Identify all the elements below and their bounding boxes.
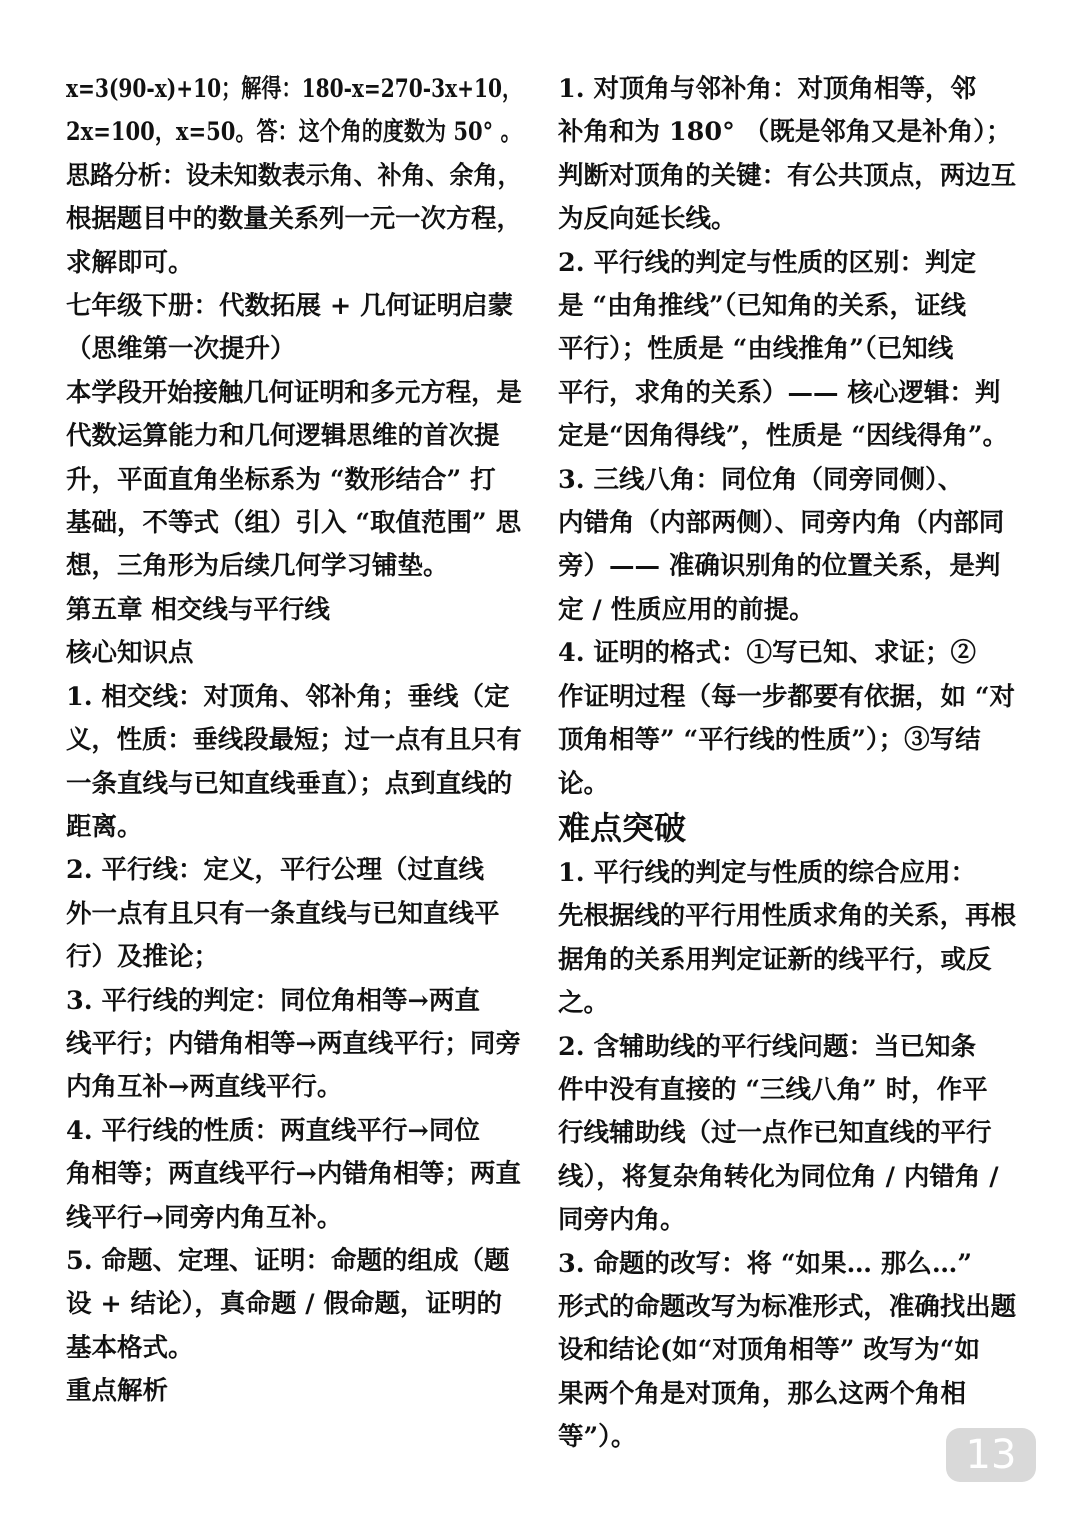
text-line: 思路分析：设未知数表示角、补角、余角， — [66, 160, 522, 191]
text-line: 旁）—— 准确识别角的位置关系，是判 — [558, 551, 1001, 582]
text-line: 作证明过程（每一步都要有依据，如 “对 — [558, 681, 1016, 712]
text-line: 基本格式。 — [66, 1332, 194, 1363]
text-line: 2. 含辅助线的平行线问题：当已知条 — [558, 1031, 976, 1062]
text-line: 基础，不等式（组）引入 “取值范围” 思 — [66, 508, 522, 539]
text-line: 设 + 结论），真命题 / 假命题，证明的 — [66, 1289, 502, 1320]
text-line: 外一点有且只有一条直线与已知直线平 — [66, 898, 500, 929]
text-line: 定 / 性质应用的前提。 — [558, 594, 815, 625]
text-line: 角相等；两直线平行→内错角相等；两直 — [66, 1159, 521, 1190]
text-line: 同旁内角。 — [558, 1205, 686, 1236]
text-line: 之。 — [558, 988, 610, 1019]
right-column-top — [558, 68, 1016, 806]
text-line: 内错角（内部两侧）、同旁内角（内部同 — [558, 508, 1005, 539]
text-line: 代数运算能力和几何逻辑思维的首次提 — [66, 421, 500, 452]
text-line: 义，性质：垂线段最短；过一点有且只有 — [66, 725, 522, 756]
text-line: 顶角相等” “平行线的性质”）；③写结 — [558, 725, 981, 756]
text-line: 根据题目中的数量关系列一元一次方程， — [66, 204, 522, 235]
text-line: 线平行→同旁内角互补。 — [66, 1202, 343, 1233]
text-line: 先根据线的平行用性质求角的关系，再根 — [558, 901, 1017, 932]
text-line: 论。 — [558, 768, 610, 799]
text-line: 设和结论(如“对顶角相等” 改写为“如 — [558, 1335, 980, 1366]
section-heading-difficulties: 难点突破 — [558, 809, 687, 847]
text-line: 升，平面直角坐标系为 “数形结合” 打 — [66, 464, 496, 495]
right-column-bottom — [558, 852, 1016, 1460]
text-line: x=3(90-x)+10；解得：180-x=270-3x+10， — [66, 74, 523, 104]
text-line: 果两个角是对顶角，那么这两个角相 — [558, 1378, 967, 1409]
text-line: 重点解析 — [66, 1376, 169, 1407]
text-line: 是 “由角推线”（已知角的关系，证线 — [558, 291, 966, 322]
text-line: 4. 平行线的性质：两直线平行→同位 — [66, 1115, 480, 1146]
text-line: 第五章 相交线与平行线 — [66, 594, 330, 625]
text-line: 内角互补→两直线平行。 — [66, 1072, 343, 1103]
text-line: 一条直线与已知直线垂直）；点到直线的 — [66, 768, 513, 799]
text-line: 4. 证明的格式：①写已知、求证；② — [558, 638, 976, 669]
text-line: 判断对顶角的关键：有公共顶点，两边互 — [558, 160, 1017, 191]
text-line: 1. 相交线：对顶角、邻补角；垂线（定 — [66, 681, 510, 712]
text-line: 2. 平行线：定义，平行公理（过直线 — [66, 855, 484, 886]
text-line: 2x=100，x=50。答：这个角的度数为 50° 。 — [66, 117, 522, 148]
text-line: 形式的命题改写为标准形式，准确找出题 — [558, 1292, 1017, 1323]
text-line: 行）及推论； — [66, 942, 220, 973]
text-line: 想，三角形为后续几何学习铺垫。 — [66, 551, 449, 582]
text-line: 1. 对顶角与邻补角：对顶角相等，邻 — [558, 74, 976, 104]
left-column — [66, 68, 522, 1414]
text-line: 平行）；性质是 “由线推角”（已知线 — [558, 334, 954, 365]
text-line: 求解即可。 — [66, 247, 194, 278]
text-line: 等”）。 — [558, 1422, 637, 1453]
text-line: 为反向延长线。 — [558, 204, 737, 235]
text-line: 3. 三线八角：同位角（同旁同侧）、 — [558, 464, 964, 495]
text-line: 据角的关系用判定证新的线平行，或反 — [558, 944, 992, 975]
text-line: （思维第一次提升） — [66, 334, 296, 365]
text-line: 补角和为 180° （既是邻角又是补角）； — [558, 117, 1012, 148]
text-line: 定是“因角得线”，性质是 “因线得角”。 — [558, 421, 1009, 452]
text-line: 3. 命题的改写：将 “如果… 那么…” — [558, 1248, 973, 1279]
text-line: 距离。 — [66, 811, 143, 842]
text-line: 行线辅助线（过一点作已知直线的平行 — [558, 1118, 992, 1149]
text-line: 5. 命题、定理、证明：命题的组成（题 — [66, 1245, 510, 1276]
text-line: 平行，求角的关系）—— 核心逻辑：判 — [558, 377, 1001, 408]
text-line: 核心知识点 — [66, 638, 194, 669]
text-line: 2. 平行线的判定与性质的区别：判定 — [558, 247, 976, 278]
page-number-badge: 13 — [946, 1428, 1036, 1482]
text-line: 件中没有直接的 “三线八角” 时，作平 — [558, 1075, 988, 1106]
text-line: 1. 平行线的判定与性质的综合应用： — [558, 858, 976, 888]
text-line: 七年级下册：代数拓展 + 几何证明启蒙 — [66, 291, 514, 322]
text-line: 线平行；内错角相等→两直线平行；同旁 — [66, 1028, 521, 1059]
text-line: 线），将复杂角转化为同位角 / 内错角 / — [558, 1161, 999, 1192]
text-line: 3. 平行线的判定：同位角相等→两直 — [66, 985, 480, 1016]
text-line: 本学段开始接触几何证明和多元方程，是 — [66, 377, 522, 408]
